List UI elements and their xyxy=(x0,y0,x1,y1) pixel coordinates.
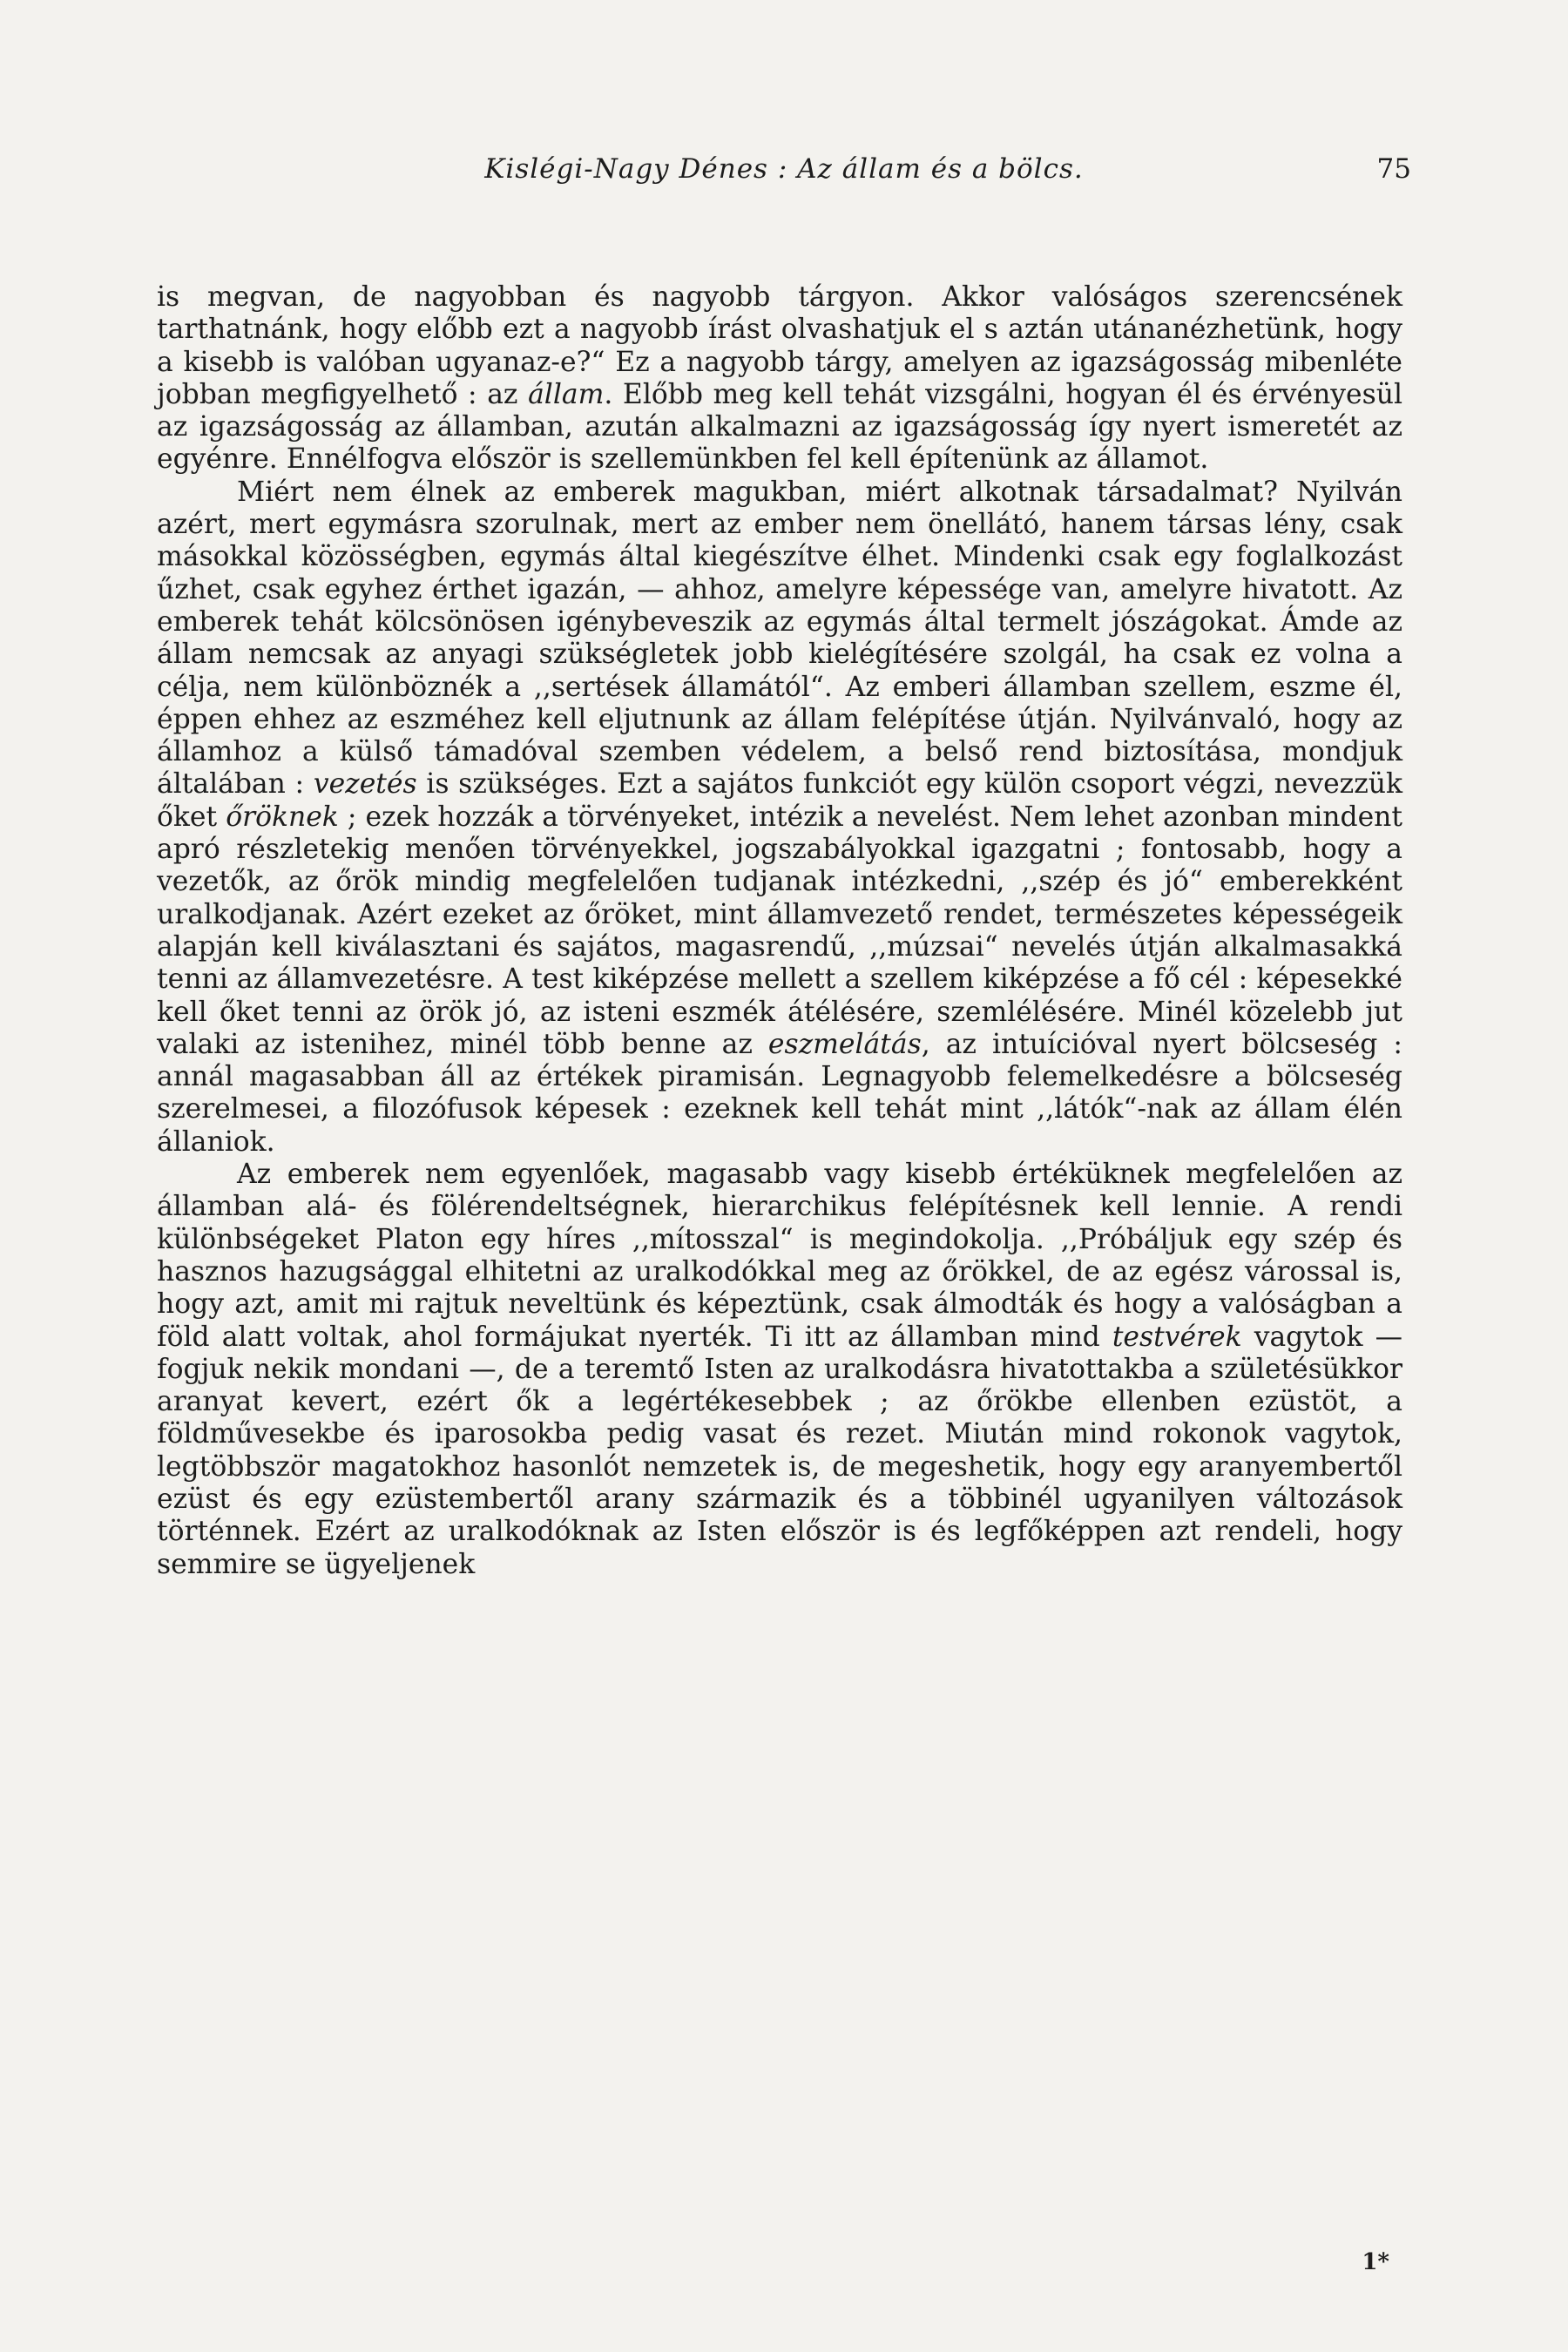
body-text xyxy=(157,281,1402,1581)
emphasis-text: vezetés xyxy=(313,768,417,801)
emphasis-text: eszmelátás xyxy=(767,1028,922,1060)
emphasis-text: őröknek xyxy=(226,801,339,833)
paragraph-text: is szükséges. Ezt a sajátos funkciót egy külön csoport végzi, nevezzük őket xyxy=(157,768,1402,833)
emphasis-text: testvérek xyxy=(1112,1321,1242,1353)
header-title: Kislégi-Nagy Dénes : Az állam és a bölcs. xyxy=(484,153,1084,185)
running-header xyxy=(157,153,1411,206)
paragraph-text: Miért nem élnek az emberek magukban, miért alkotnak társadalmat? Nyilván azért, mert egymásra szorulnak, mert az ember nem önellátó, hanem társas lény, csak másokkal közösségben, egymás által kiegészítve élhet. Mindenki csak egy foglalkozást űzhet, csak egyhez érthet igazán, — ahhoz, amelyre képessége van, amelyre hivatott. Az emberek tehát kölcsönösen igénybeveszik az egymás által termelt jószágokat. Ámde az állam nemcsak az anyagi szükségletek jobb kielégítésére szolgál, ha csak ez volna a célja, nem különböznék a ,,sertések államától“. Az emberi államban szellem, eszme él, éppen ehhez az eszméhez kell eljutnunk az állam felépítése útján. Nyilvánvaló, hogy az államhoz a külső támadóval szemben védelem, a belső rend biztosítása, mondjuk általában : xyxy=(157,476,1402,801)
paragraph xyxy=(157,1159,1402,1581)
paragraph-text: . Előbb meg kell tehát vizsgálni, hogyan él és érvényesül az igazságosság az államban, azután alkalmazni az igazságosság így nyert ismeretét az egyénre. Ennélfogva először is szellemünkben fel kell építenünk az államot. xyxy=(157,378,1402,476)
paragraph-text: Az emberek nem egyenlőek, magasabb vagy kisebb értéküknek megfelelően az államban alá- és fölérendeltségnek, hierarchikus felépítésnek kell lennie. A rendi különbségeket Platon egy híres ,,mítosszal“ is megindokolja. ,,Próbáljuk egy szép és hasznos hazugsággal elhitetni az uralkodókkal meg az őrökkel, de az egész várossal is, hogy azt, amit mi rajtuk neveltünk és képeztünk, csak álmodták és hogy a valóságban a föld alatt voltak, ahol formájukat nyerték. Ti itt az államban mind xyxy=(157,1159,1402,1353)
paragraph xyxy=(157,281,1402,476)
paragraph-text: , az intuícióval nyert bölcseség : annál magasabban áll az értékek piramisán. Legnagyobb felemelkedésre a bölcseség szerelmesei, a filozófusok képesek : ezeknek kell tehát mint ,,látók“-nak az állam élén állaniok. xyxy=(157,1028,1403,1158)
emphasis-text: állam xyxy=(528,378,605,410)
page-number: 75 xyxy=(1376,153,1411,185)
paragraph xyxy=(157,476,1402,1159)
paragraph-text: ; ezek hozzák a törvényeket, intézik a nevelést. Nem lehet azonban mindent apró részletekig menően törvényekkel, jogszabályokkal igazgatni ; fontosabb, hogy a vezetők, az őrök mindig megfelelően tudjanak intézkedni, ,,szép és jó“ emberekként uralkodjanak. Azért ezeket az őröket, mint államvezető rendet, természetes képességeik alapján kell kiválasztani és sajátos, magasrendű, ,,múzsai“ nevelés útján alkalmasakká tenni az államvezetésre. A test kiképzése mellett a szellem kiképzése a fő cél : képesekké kell őket tenni az örök jó, az isteni eszmék átélésére, szemlélésére. Minél közelebb jut valaki az istenihez, minél több benne az xyxy=(157,801,1402,1060)
paragraph-text: is megvan, de nagyobban és nagyobb tárgyon. Akkor valóságos szerencsének tarthatnánk, hogy előbb ezt a nagyobb írást olvashatjuk el s aztán utánanézhetünk, hogy a kisebb is valóban ugyanaz-e?“ Ez a nagyobb tárgy, amelyen az igazságosság mibenléte jobban megfigyelhető : az xyxy=(157,281,1402,410)
printer-signature-mark: 1* xyxy=(1362,2249,1389,2275)
paragraph-text: vagytok — fogjuk nekik mondani —, de a teremtő Isten az uralkodásra hivatottakba a születésükkor aranyat kevert, ezért ők a legértékesebbek ; az őrökbe ellenben ezüstöt, a földművesekbe és iparosokba pedig vasat és rezet. Miután mind rokonok vagytok, legtöbbször magatokhoz hasonlót nemzetek is, de megeshetik, hogy egy aranyembertől ezüst és egy ezüstembertől arany származik és a többinél ugyanilyen változások történnek. Ezért az uralkodóknak az Isten először is és legfőképpen azt rendeli, hogy semmire se ügyeljenek xyxy=(157,1321,1402,1580)
